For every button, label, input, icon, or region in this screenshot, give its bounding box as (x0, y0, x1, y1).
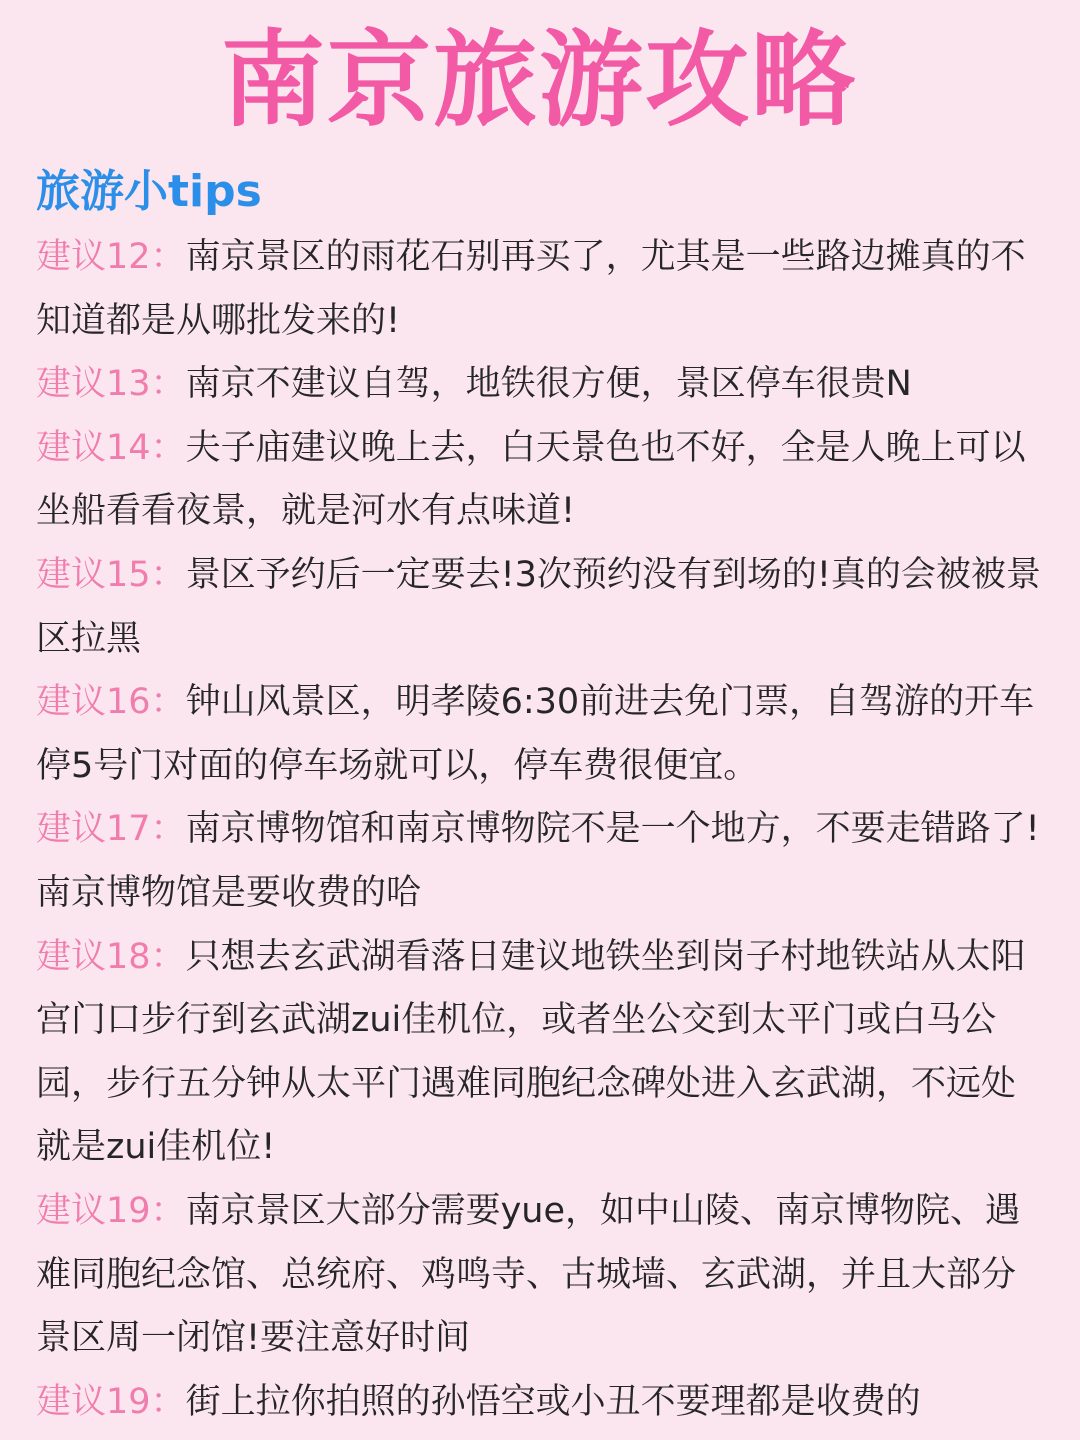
tip-label: 建议18 (36, 936, 151, 977)
tip-item (36, 544, 1042, 671)
tip-text: 钟山风景区，明孝陵6:30前进去免门票，自驾游的开车停5号门对面的停车场就可以，停车费很便宜。 (36, 682, 1035, 786)
tip-label: 建议19 (36, 1190, 151, 1231)
tip-text: 南京博物馆和南京博物院不是一个地方，不要走错路了!南京博物馆是要收费的哈 (36, 809, 1040, 913)
tip-item (36, 353, 1042, 417)
tip-separator: ： (150, 936, 186, 977)
tip-text: 景区予约后一定要去!3次预约没有到场的!真的会被被景区拉黑 (36, 554, 1041, 659)
page-title: 南京旅游攻略 (220, 19, 857, 141)
tip-item (36, 671, 1042, 798)
tip-label: 建议12 (36, 237, 151, 277)
tip-separator: ： (150, 1190, 186, 1231)
tip-separator: ： (150, 809, 186, 850)
tip-label: 建议15 (36, 554, 151, 595)
tip-text: 只想去玄武湖看落日建议地铁坐到岗子村地铁站从太阳宫门口步行到玄武湖zui佳机位，或者坐公交到太平门或白马公园，步行五分钟从太平门遇难同胞纪念碑处进入玄武湖，不远处就是zui佳机位! (36, 936, 1026, 1168)
tip-label: 建议13 (36, 364, 151, 405)
tip-label: 建议16 (36, 682, 151, 723)
tip-item (36, 1180, 1042, 1371)
tip-item (36, 417, 1042, 544)
tip-separator: ： (150, 427, 186, 468)
tip-text: 夫子庙建议晚上去，白天景色也不好，全是人晚上可以坐船看看夜景，就是河水有点味道! (36, 427, 1026, 532)
tip-text: 南京景区的雨花石别再买了，尤其是一些路边摊真的不知道都是从哪批发来的! (36, 237, 1026, 341)
tip-text: 南京景区大部分需要yue，如中山陵、南京博物院、遇难同胞纪念馆、总统府、鸡鸣寺、古城墙、玄武湖，并且大部分景区周一闭馆!要注意好时间 (36, 1190, 1020, 1359)
section-subtitle: 旅游小tips (36, 166, 262, 217)
tip-label: 建议19 (36, 1381, 151, 1422)
tip-label: 建议14 (36, 427, 151, 468)
tip-separator: ： (150, 364, 186, 405)
tip-separator: ： (150, 682, 186, 723)
tip-item (36, 1371, 1042, 1435)
tip-text: 南京不建议自驾，地铁很方便，景区停车很贵N (185, 364, 912, 405)
tip-separator: ： (150, 237, 186, 277)
tip-item (36, 226, 1042, 353)
tip-separator: ： (150, 1381, 186, 1422)
tip-item (36, 926, 1042, 1180)
tip-label: 建议17 (36, 809, 151, 850)
tip-separator: ： (150, 554, 186, 595)
tip-item (36, 798, 1042, 925)
tips-list (36, 226, 1042, 1434)
tip-text: 街上拉你拍照的孙悟空或小丑不要理都是收费的 (185, 1381, 921, 1422)
